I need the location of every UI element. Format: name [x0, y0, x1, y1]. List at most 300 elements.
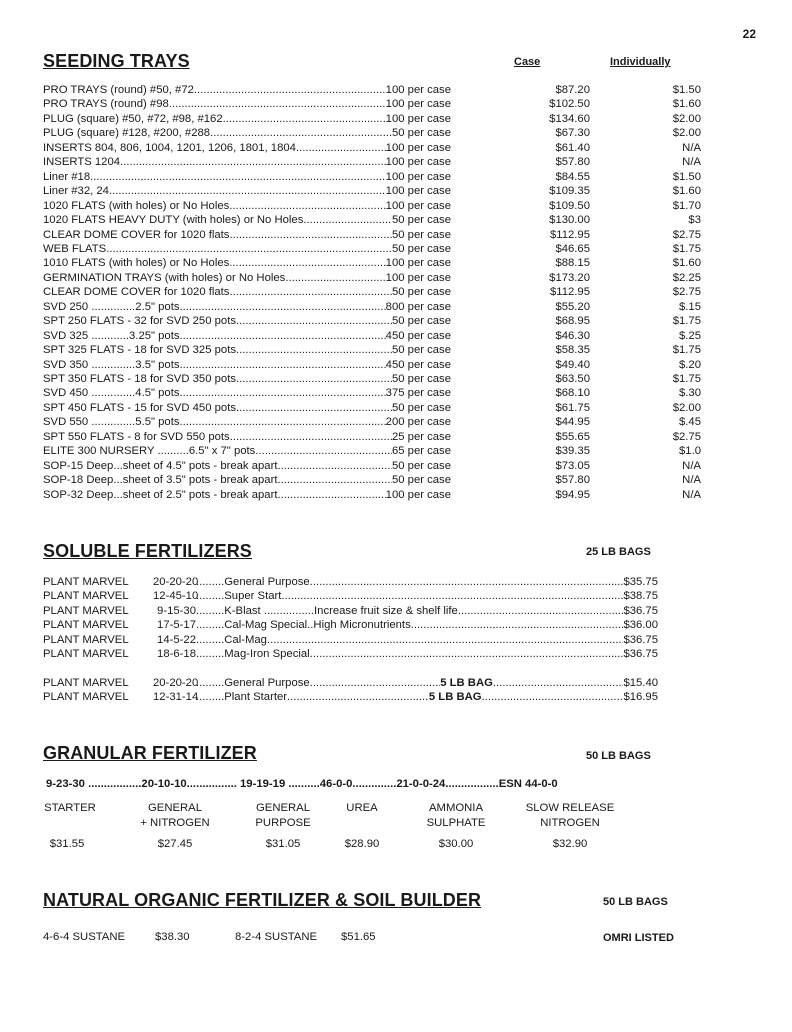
item-description: SVD 250 ..............2.5" pots	[43, 300, 180, 313]
granular-product-name	[396, 801, 516, 830]
fertilizer-detail	[153, 618, 658, 633]
leader-dots-short: .........	[196, 619, 225, 632]
leader-dots	[180, 415, 386, 430]
item-description-cell	[43, 343, 451, 358]
case-price: $63.50	[555, 373, 590, 385]
individual-price: $1.75	[672, 344, 701, 357]
individual-price: $.20	[679, 358, 701, 371]
item-description: Liner #18	[43, 170, 91, 183]
table-row	[43, 358, 703, 373]
brand-name: PLANT MARVEL	[43, 604, 129, 617]
item-description: PRO TRAYS (round) #50, #72	[43, 84, 194, 96]
organic-unit-label: 50 LB BAGS	[603, 896, 668, 908]
item-description: Liner #32, 24	[43, 185, 109, 198]
product-note: High Micronutrients	[313, 619, 411, 632]
table-row	[43, 647, 658, 662]
product-line-1: STARTER	[44, 802, 96, 814]
leader-dots	[229, 228, 391, 243]
sustane-824-name: 8-2-4 SUSTANE	[235, 931, 318, 943]
table-row	[43, 589, 658, 604]
table-row	[43, 256, 703, 271]
case-price: $61.40	[555, 141, 590, 154]
case-price: $73.05	[555, 459, 590, 472]
omri-listed-label: OMRI LISTED	[603, 932, 674, 944]
case-price: $55.65	[555, 430, 590, 443]
item-description: SOP-18 Deep...sheet of 3.5" pots - break apart	[43, 474, 278, 487]
item-description-cell	[43, 415, 451, 430]
pack-quantity: 100 per case	[385, 170, 451, 183]
pack-quantity: 100 per case	[385, 112, 451, 125]
individual-price: $2.75	[672, 430, 701, 443]
item-description-cell	[43, 199, 451, 214]
case-price: $44.95	[555, 416, 590, 429]
fertilizer-detail	[153, 633, 658, 648]
product-name: General Purpose	[224, 576, 310, 588]
npk-analysis: 20-20-20	[153, 677, 199, 689]
item-description: SVD 450 ..............4.5" pots	[43, 387, 180, 400]
item-description: SPT 250 FLATS - 32 for SVD 250 pots	[43, 315, 236, 328]
product-line-2: PURPOSE	[255, 816, 311, 829]
individual-price: $1.60	[672, 257, 701, 270]
leader-dots	[194, 83, 386, 98]
npk-analysis: 17-5-17	[157, 619, 196, 632]
brand-name: PLANT MARVEL	[43, 619, 129, 632]
granular-price: $28.90	[344, 838, 380, 850]
table-row	[43, 314, 703, 329]
table-row	[43, 633, 658, 648]
leader-dots-short: .........	[196, 633, 225, 646]
item-description-cell	[43, 459, 451, 474]
pack-quantity: 100 per case	[385, 257, 451, 270]
item-description-cell	[43, 112, 451, 127]
table-row	[43, 415, 703, 430]
leader-dots	[267, 633, 623, 648]
table-row	[43, 618, 658, 633]
product-line-2: + NITROGEN	[140, 816, 210, 829]
item-description: SPT 350 FLATS - 18 for SVD 350 pots	[43, 373, 236, 385]
granular-product-name	[510, 801, 630, 830]
individual-price: $.30	[679, 387, 701, 400]
bag-size: 5 LB BAG	[440, 677, 493, 689]
item-description: SVD 550 ..............5.5" pots	[43, 416, 180, 429]
pack-quantity: 50 per case	[391, 474, 451, 487]
product-line-1: GENERAL	[256, 802, 310, 814]
granular-product-name	[115, 801, 235, 830]
table-row	[43, 343, 703, 358]
price: $36.75	[623, 604, 658, 617]
case-price: $61.75	[555, 401, 590, 414]
leader-dots	[229, 285, 391, 300]
leader-dots	[458, 604, 624, 619]
case-price: $87.20	[555, 84, 590, 96]
table-row	[43, 604, 658, 619]
npk-analysis: 12-45-10	[153, 590, 199, 603]
npk-analysis: 9-15-30	[157, 604, 196, 617]
fertilizer-detail	[153, 690, 658, 705]
individual-price: $1.75	[672, 373, 701, 385]
table-row	[43, 459, 703, 474]
table-row	[43, 155, 703, 170]
table-row	[43, 141, 703, 156]
table-row	[43, 97, 703, 112]
pack-quantity: 450 per case	[385, 329, 451, 342]
individual-price: $1.75	[672, 315, 701, 328]
item-description: PLUG (square) #128, #200, #288	[43, 127, 211, 140]
item-description-cell	[43, 300, 451, 315]
pack-quantity: 100 per case	[385, 199, 451, 212]
item-description-cell	[43, 271, 451, 286]
pack-quantity: 50 per case	[391, 373, 451, 385]
leader-dots-short: .........	[196, 648, 225, 661]
leader-dots	[493, 676, 624, 691]
leader-dots	[229, 199, 385, 214]
pack-quantity: 50 per case	[391, 459, 451, 472]
case-price: $46.65	[555, 242, 590, 255]
product-name: Mag-Iron Special	[224, 648, 310, 661]
case-price: $109.35	[549, 185, 590, 198]
individual-price: N/A	[682, 474, 701, 487]
table-row	[43, 170, 703, 185]
case-column-header: Case	[514, 56, 541, 68]
leader-dots	[223, 112, 386, 127]
price: $16.95	[623, 691, 658, 704]
price: $35.75	[623, 576, 658, 588]
price: $38.75	[623, 590, 658, 603]
leader-dots	[180, 386, 386, 401]
item-description-cell	[43, 329, 451, 344]
fertilizer-detail	[153, 676, 658, 691]
individual-price: $2.75	[672, 228, 701, 241]
brand-name: PLANT MARVEL	[43, 576, 129, 588]
leader-dots	[287, 690, 429, 705]
leader-dots	[281, 589, 623, 604]
item-description-cell	[43, 314, 451, 329]
item-description-cell	[43, 488, 451, 503]
individual-price: N/A	[682, 459, 701, 472]
product-name: Plant Starter	[224, 691, 288, 704]
leader-dots	[169, 97, 386, 112]
item-description: PLUG (square) #50, #72, #98, #162	[43, 112, 223, 125]
individual-price: $3	[688, 214, 701, 227]
granular-price: $27.45	[157, 838, 193, 850]
item-description-cell	[43, 386, 451, 401]
item-description-cell	[43, 97, 451, 112]
item-description-cell	[43, 170, 451, 185]
item-description: SPT 550 FLATS - 8 for SVD 550 pots	[43, 430, 230, 443]
npk-analysis: 12-31-14	[153, 691, 199, 704]
price: $15.40	[623, 677, 659, 689]
product-line-1: SLOW RELEASE	[525, 802, 615, 814]
leader-dots	[310, 575, 624, 590]
item-description-cell	[43, 213, 451, 228]
item-description: 1020 FLATS HEAVY DUTY (with holes) or No Holes	[43, 214, 304, 227]
item-description-cell	[43, 430, 451, 445]
item-description-cell	[43, 126, 451, 141]
case-price: $49.40	[555, 358, 590, 371]
leader-dots	[180, 329, 386, 344]
table-row	[43, 401, 703, 416]
leader-dots	[230, 430, 392, 445]
pack-quantity: 65 per case	[391, 445, 451, 458]
item-description: SOP-15 Deep...sheet of 4.5" pots - break apart	[43, 459, 278, 472]
individual-price: $1.70	[672, 199, 701, 212]
item-description-cell	[43, 184, 451, 199]
product-name: General Purpose	[224, 677, 310, 689]
item-description: 1010 FLATS (with holes) or No Holes	[43, 257, 230, 270]
table-row	[43, 430, 703, 445]
fertilizer-detail	[153, 604, 658, 619]
individual-price: N/A	[682, 488, 701, 501]
item-description-cell	[43, 228, 451, 243]
case-price: $67.30	[555, 127, 590, 140]
pack-quantity: 200 per case	[385, 416, 451, 429]
case-price: $112.95	[550, 286, 590, 299]
leader-dots	[120, 155, 386, 170]
soluble-unit-label: 25 LB BAGS	[586, 546, 651, 558]
product-name: K-Blast ................	[224, 604, 315, 617]
leader-dots	[411, 618, 624, 633]
item-description: SOP-32 Deep...sheet of 2.5" pots - break apart	[43, 488, 278, 501]
pack-quantity: 50 per case	[391, 401, 451, 414]
leader-dots	[277, 459, 391, 474]
table-row	[43, 228, 703, 243]
individual-price: N/A	[682, 156, 701, 169]
item-description-cell	[43, 155, 451, 170]
individual-price: $1.60	[672, 98, 701, 111]
brand-name: PLANT MARVEL	[43, 590, 129, 603]
case-price: $46.30	[555, 329, 590, 342]
table-row	[43, 488, 703, 503]
pack-quantity: 50 per case	[391, 242, 451, 255]
leader-dots	[255, 444, 392, 459]
pack-quantity: 100 per case	[385, 141, 451, 154]
case-price: $112.95	[550, 228, 590, 241]
pack-quantity: 100 per case	[385, 488, 451, 501]
item-description-cell	[43, 285, 451, 300]
leader-dots	[236, 401, 392, 416]
item-description-cell	[43, 83, 451, 98]
leader-dots	[310, 676, 441, 691]
case-price: $68.95	[555, 315, 590, 328]
individual-price: $2.00	[672, 401, 701, 414]
item-description: SVD 350 ..............3.5" pots	[43, 358, 180, 371]
sustane-824-price: $51.65	[341, 931, 376, 943]
individual-price: $2.75	[672, 286, 701, 299]
case-price: $39.35	[555, 445, 590, 458]
leader-dots	[296, 141, 386, 156]
item-description: SPT 325 FLATS - 18 for SVD 325 pots	[43, 344, 236, 357]
individual-price: $1.60	[672, 185, 701, 198]
granular-grade-line: 9-23-30 .................20-10-10................ 19-19-19 ..........46-0-0..............21-0-0-24.................ESN 44-0-0	[46, 778, 558, 790]
leader-dots	[303, 213, 392, 228]
product-line-2: NITROGEN	[540, 816, 600, 829]
individual-price: $.45	[679, 416, 701, 429]
pack-quantity: 100 per case	[385, 271, 451, 284]
item-description: INSERTS 804, 806, 1004, 1201, 1206, 1801, 1804	[43, 141, 296, 154]
granular-product-name	[10, 801, 130, 816]
table-row	[43, 83, 703, 98]
organic-fertilizer-title: NATURAL ORGANIC FERTILIZER & SOIL BUILDER	[43, 890, 482, 910]
item-description: SVD 325 ............3.25" pots	[43, 329, 180, 342]
leader-dots	[277, 488, 385, 503]
table-row	[43, 271, 703, 286]
item-description: SPT 450 FLATS - 15 for SVD 450 pots	[43, 401, 236, 414]
product-line-1: UREA	[346, 802, 378, 814]
table-row	[43, 444, 703, 459]
table-row	[43, 372, 703, 387]
leader-dots	[285, 271, 385, 286]
leader-dots	[90, 170, 386, 185]
table-row	[43, 575, 658, 590]
individually-column-header: Individually	[610, 56, 671, 68]
leader-dots	[106, 242, 392, 257]
individual-price: $2.25	[672, 271, 701, 284]
leader-dots	[236, 314, 392, 329]
table-row	[43, 112, 703, 127]
leader-dots-short: .........	[196, 590, 225, 603]
seeding-trays-title: SEEDING TRAYS	[43, 51, 190, 71]
table-row	[43, 386, 703, 401]
case-price: $88.15	[555, 257, 590, 270]
table-row	[43, 126, 703, 141]
granular-price: $31.55	[49, 838, 85, 850]
pack-quantity: 100 per case	[385, 185, 451, 198]
pack-quantity: 450 per case	[385, 358, 451, 371]
product-line-1: GENERAL	[148, 802, 202, 814]
item-description-cell	[43, 473, 451, 488]
item-description: PRO TRAYS (round) #98	[43, 98, 169, 111]
brand-name: PLANT MARVEL	[43, 677, 129, 689]
table-row	[43, 242, 703, 257]
item-description-cell	[43, 358, 451, 373]
case-price: $102.50	[549, 98, 590, 111]
fertilizer-detail	[153, 575, 658, 590]
pack-quantity: 100 per case	[385, 156, 451, 169]
granular-unit-label: 50 LB BAGS	[586, 750, 651, 762]
item-description: ELITE 300 NURSERY ..........6.5" x 7" pots	[43, 445, 256, 458]
pack-quantity: 50 per case	[391, 127, 451, 140]
pack-quantity: 50 per case	[391, 286, 451, 299]
leader-dots-short: .........	[196, 691, 225, 704]
product-name: Cal-Mag Special..	[224, 619, 314, 632]
item-description: 1020 FLATS (with holes) or No Holes	[43, 199, 230, 212]
product-name: Cal-Mag	[224, 633, 267, 646]
leader-dots-short: .........	[196, 576, 225, 588]
individual-price: $1.50	[672, 170, 701, 183]
leader-dots	[310, 647, 624, 662]
item-description-cell	[43, 444, 451, 459]
individual-price: $1.0	[679, 445, 701, 458]
table-row	[43, 213, 703, 228]
pack-quantity: 50 per case	[391, 315, 451, 328]
leader-dots	[180, 358, 386, 373]
leader-dots-short: .........	[196, 677, 225, 689]
individual-price: $2.00	[672, 127, 701, 140]
page-number: 22	[742, 27, 756, 41]
granular-fertilizer-title: GRANULAR FERTILIZER	[43, 743, 257, 763]
item-description: CLEAR DOME COVER for 1020 flats	[43, 228, 230, 241]
table-row	[43, 300, 703, 315]
individual-price: $.25	[679, 329, 701, 342]
leader-dots	[109, 184, 386, 199]
pack-quantity: 100 per case	[385, 98, 451, 111]
leader-dots	[180, 300, 386, 315]
table-row	[43, 184, 703, 199]
item-description: CLEAR DOME COVER for 1020 flats	[43, 286, 230, 299]
item-description-cell	[43, 372, 451, 387]
product-line-2: SULPHATE	[426, 816, 486, 829]
product-line-1: AMMONIA	[429, 802, 483, 814]
case-price: $134.60	[549, 112, 590, 125]
npk-analysis: 18-6-18	[157, 648, 196, 661]
case-price: $130.00	[549, 214, 590, 227]
fertilizer-detail	[153, 589, 658, 604]
case-price: $55.20	[555, 300, 590, 313]
granular-price: $31.05	[265, 838, 301, 850]
item-description: GERMINATION TRAYS (with holes) or No Holes	[43, 271, 286, 284]
table-row	[43, 285, 703, 300]
pack-quantity: 100 per case	[385, 84, 451, 96]
item-description-cell	[43, 141, 451, 156]
leader-dots	[236, 372, 392, 387]
item-description-cell	[43, 256, 451, 271]
pack-quantity: 375 per case	[385, 387, 451, 400]
individual-price: N/A	[682, 141, 701, 154]
leader-dots	[229, 256, 385, 271]
product-note: Increase fruit size & shelf life	[314, 604, 458, 617]
brand-name: PLANT MARVEL	[43, 691, 129, 704]
granular-price: $32.90	[552, 838, 588, 850]
case-price: $84.55	[555, 170, 590, 183]
fertilizer-detail	[153, 647, 658, 662]
table-row	[43, 329, 703, 344]
table-row	[43, 676, 658, 691]
granular-price: $30.00	[438, 838, 474, 850]
brand-name: PLANT MARVEL	[43, 633, 129, 646]
case-price: $173.20	[549, 271, 590, 284]
leader-dots	[482, 690, 624, 705]
pack-quantity: 50 per case	[391, 228, 451, 241]
case-price: $57.80	[555, 474, 590, 487]
case-price: $109.50	[549, 199, 590, 212]
individual-price: $.15	[679, 300, 701, 313]
item-description-cell	[43, 401, 451, 416]
table-row	[43, 199, 703, 214]
price: $36.75	[623, 633, 658, 646]
price: $36.75	[623, 648, 658, 661]
bag-size: 5 LB BAG	[428, 691, 482, 704]
sustane-464-name: 4-6-4 SUSTANE	[43, 931, 126, 943]
case-price: $94.95	[555, 488, 590, 501]
price: $36.00	[623, 619, 658, 632]
sustane-464-price: $38.30	[155, 931, 190, 943]
individual-price: $1.50	[672, 84, 701, 96]
leader-dots	[210, 126, 392, 141]
product-name: Super Start	[224, 590, 282, 603]
leader-dots	[236, 343, 392, 358]
table-row	[43, 473, 703, 488]
item-description: WEB FLATS	[43, 242, 107, 255]
leader-dots	[277, 473, 391, 488]
case-price: $57.80	[555, 156, 590, 169]
pack-quantity: 50 per case	[391, 214, 451, 227]
soluble-fertilizers-title: SOLUBLE FERTILIZERS	[43, 541, 252, 561]
individual-price: $1.75	[672, 242, 701, 255]
case-price: $58.35	[555, 344, 590, 357]
individual-price: $2.00	[672, 112, 701, 125]
pack-quantity: 25 per case	[391, 430, 451, 443]
pack-quantity: 800 per case	[385, 300, 451, 313]
